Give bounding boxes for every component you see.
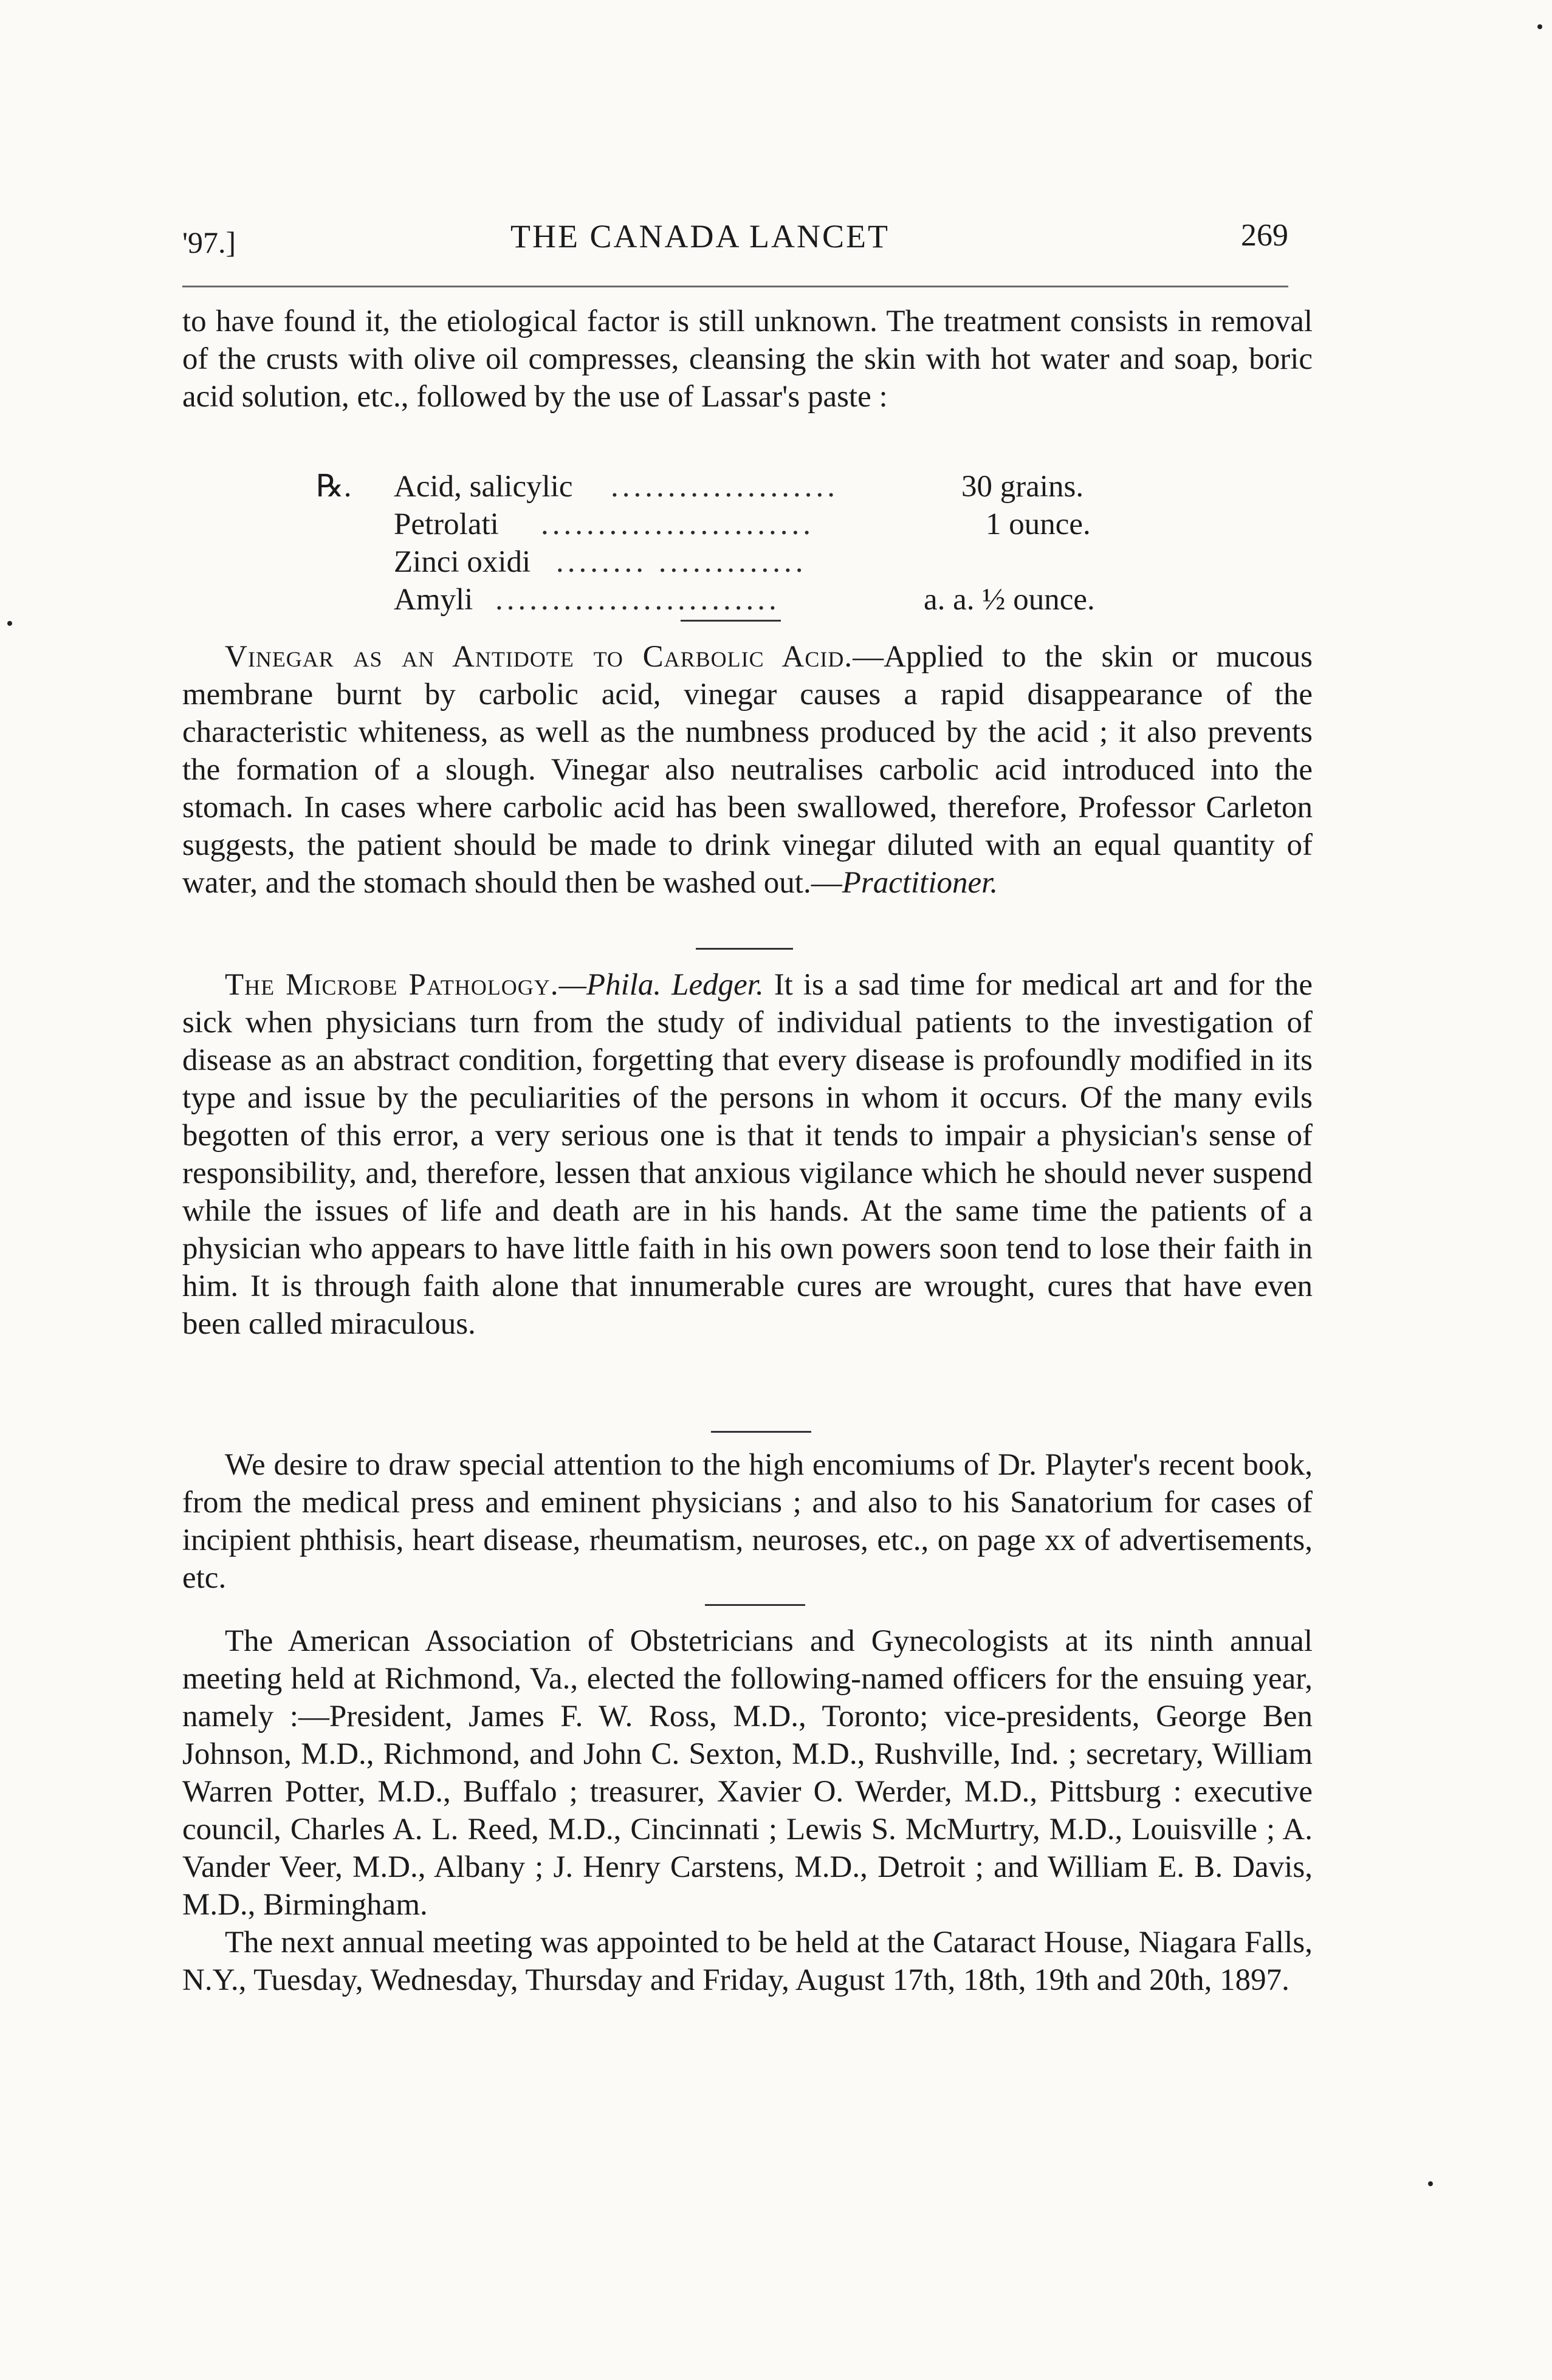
ingredient-name: Petrolati bbox=[394, 507, 499, 541]
intro-text: to have found it, the etiological factor is still unknown. The treatment consists in removal of the crusts with olive oil compresses, cleansing the skin with hot water and soap, boric acid solution, etc., followed by the use of Lassar's paste : bbox=[182, 304, 1313, 414]
association-notice bbox=[182, 1622, 1313, 1999]
vinegar-heading: Vinegar as an Antidote to Carbolic Acid. bbox=[225, 640, 853, 674]
scan-speck bbox=[1428, 2181, 1433, 2186]
section-separator bbox=[681, 620, 781, 622]
playter-text: We desire to draw special attention to the high encomiums of Dr. Playter's recent book, from the medical press and eminent physicians ; and also to his Sanatorium for cases of incipient phthisis, heart disease, rheumatism, neuroses, etc., on page xx of advertisements, etc. bbox=[182, 1448, 1313, 1595]
association-text: The American Association of Obstetricians and Gynecologists at its ninth annual meeting held at Richmond, Va., elected the following-named officers for the ensuing year, namely :—President, James F. W. Ross, M.D., Toronto; vice-presidents, George Ben Johnson, M.D., Richmond, and John C. Sexton, M.D., Rushville, Ind. ; secretary, William Warren Potter, M.D., Buffalo ; treasurer, Xavier O. Werder, M.D., Pittsburg : executive council, Charles A. L. Reed, M.D., Cincinnati ; Lewis S. McMurtry, M.D., Louisville ; A. Vander Veer, M.D., Albany ; J. Henry Carstens, M.D., Detroit ; and William E. B. Davis, M.D., Birmingham. bbox=[182, 1624, 1313, 1922]
journal-title: THE CANADA LANCET bbox=[510, 218, 890, 255]
scan-speck bbox=[7, 621, 12, 626]
prescription-block bbox=[316, 468, 1167, 619]
vinegar-text: —Applied to the skin or mucous membrane burnt by carbolic acid, vinegar causes a rapid disappearance of the characteristic whiteness, as well as the numbness produced by the acid ; it also prevents the formation of a slough. Vinegar also neutralises carbolic acid introduced into the stomach. In cases where carbolic acid has been swallowed, therefore, Professor Carleton suggests, the patient should be made to drink vinegar diluted with an equal quantity of water, and the stomach should then be washed out.— bbox=[182, 640, 1313, 900]
ingredient-name: Acid, salicylic bbox=[394, 470, 573, 504]
intro-paragraph bbox=[182, 303, 1313, 416]
playter-notice bbox=[182, 1446, 1313, 1597]
ingredient-quantity: a. a. ½ ounce. bbox=[924, 583, 1095, 617]
recipe-symbol: ℞. bbox=[316, 470, 352, 504]
microbe-heading: The Microbe Pathology. bbox=[225, 968, 559, 1002]
prescription-row bbox=[316, 581, 1167, 619]
leader-dots: .................... bbox=[611, 470, 839, 504]
leader-dots: ........ ............. bbox=[556, 545, 807, 579]
microbe-article bbox=[182, 966, 1313, 1343]
prescription-row bbox=[316, 506, 1167, 543]
scan-speck bbox=[1537, 24, 1542, 29]
leader-dots: ......................... bbox=[495, 583, 780, 617]
running-header bbox=[182, 218, 1288, 266]
microbe-source: —Phila. Ledger. bbox=[558, 968, 764, 1002]
page-number: 269 bbox=[1241, 218, 1288, 253]
microbe-text: It is a sad time for medical art and for the sick when physicians turn from the study of individual patients to the investigation of disease as an abstract condition, forgetting that every disease is profoundly modified in its type and issue by the peculiarities of the persons in whom it occurs. Of the many evils begotten of this error, a very serious one is that it tends to impair a physician's sense of responsibility, and, therefore, lessen that anxious vigilance which he should never suspend while the issues of life and death are in his hands. At the same time the patients of a physician who appears to have little faith in his own powers soon tend to lose their faith in him. It is through faith alone that innumerable cures are wrought, cures that have even been called miraculous. bbox=[182, 968, 1313, 1341]
volume-year: '97.] bbox=[182, 225, 236, 259]
vinegar-article bbox=[182, 638, 1313, 902]
leader-dots: ........................ bbox=[541, 507, 814, 541]
ingredient-quantity: 30 grains. bbox=[961, 470, 1084, 504]
ingredient-quantity: 1 ounce. bbox=[986, 507, 1091, 541]
section-separator bbox=[696, 948, 793, 950]
association-meeting-text: The next annual meeting was appointed to be held at the Cataract House, Niagara Falls, N.Y., Tuesday, Wednesday, Thursday and Friday, August 17th, 18th, 19th and 20th, 1897. bbox=[182, 1926, 1313, 1997]
header-rule bbox=[182, 286, 1288, 287]
section-separator bbox=[711, 1431, 811, 1433]
vinegar-source: Practitioner. bbox=[842, 866, 998, 900]
prescription-row bbox=[316, 543, 1167, 581]
ingredient-name: Zinci oxidi bbox=[394, 545, 531, 579]
section-separator bbox=[705, 1604, 805, 1606]
ingredient-name: Amyli bbox=[394, 583, 473, 617]
prescription-row bbox=[316, 468, 1167, 506]
